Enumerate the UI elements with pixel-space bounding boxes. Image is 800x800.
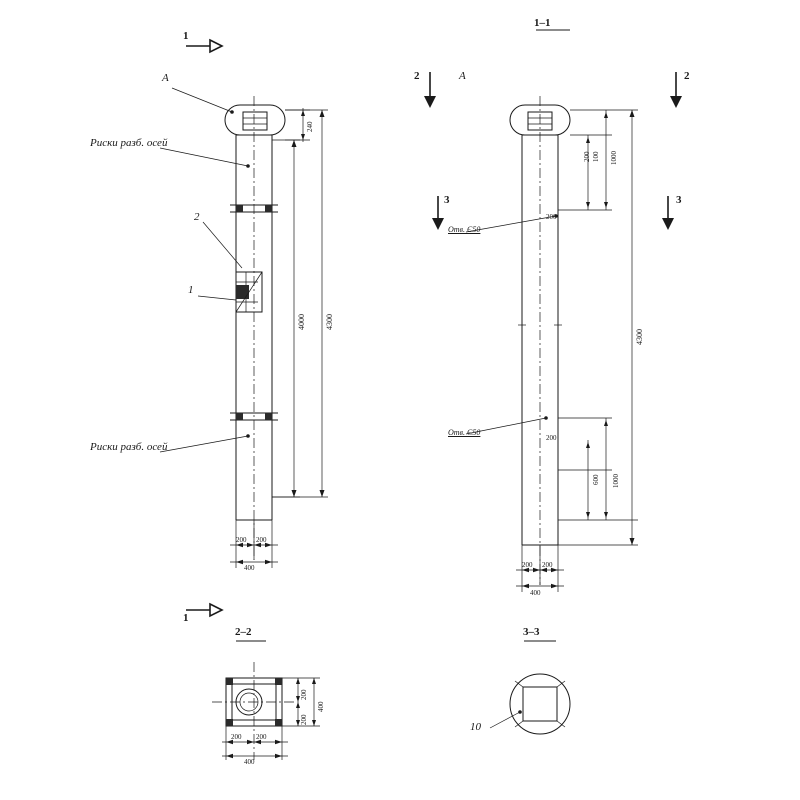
section-2-2-dim-total: 400 — [244, 758, 255, 766]
right-dim-1000-bottom-label: 1000 — [612, 474, 620, 488]
left-note-axes-top: Риски разб. осей — [90, 137, 168, 149]
view-1-1-title: 1–1 — [534, 17, 551, 29]
section-mark-1-top — [186, 40, 222, 52]
section-mark-1-bottom-label: 1 — [183, 612, 189, 624]
section-mark-3-right — [662, 196, 674, 230]
section-mark-3-right-label: 3 — [676, 194, 682, 206]
section-mark-1-bottom — [186, 604, 222, 616]
right-dim-base-left-label: 200 — [522, 561, 533, 569]
right-dim-200-top-label: 200 — [583, 151, 591, 162]
left-detail-embedded-plate — [236, 272, 262, 312]
section-mark-2-left-label: 2 — [414, 70, 420, 82]
right-dim-base-right-label: 200 — [542, 561, 553, 569]
left-dim-240-label: 240 — [306, 121, 314, 132]
section-2-2-dim-right: 200 — [256, 733, 267, 741]
section-3-3-figure — [490, 674, 570, 734]
left-dim-4000 — [272, 140, 300, 497]
right-dim-4300-label: 4300 — [635, 329, 644, 345]
left-dim-base-left-label: 200 — [236, 536, 247, 544]
left-callout-a: A — [162, 72, 169, 84]
right-dim-600-label: 600 — [592, 474, 600, 485]
section-mark-2-right-label: 2 — [684, 70, 690, 82]
section-2-2-dim-v-bottom: 200 — [300, 714, 308, 725]
right-callout-a: A — [459, 70, 466, 82]
right-dim-1000-top-label: 1000 — [610, 151, 618, 165]
right-dim-200-hole-bottom-label: 200 — [546, 434, 557, 442]
left-pile-head — [225, 105, 285, 135]
right-dim-200-hole-top-label: 200 — [546, 213, 557, 221]
section-mark-2-left — [424, 72, 436, 108]
left-dim-4300 — [272, 110, 328, 497]
left-dim-base-right-label: 200 — [256, 536, 267, 544]
right-hole-note-top: Отв. Є50 — [448, 225, 481, 234]
right-dim-base-total-label: 400 — [530, 589, 541, 597]
left-dim-base-total-label: 400 — [244, 564, 255, 572]
section-2-2-dim-left: 200 — [231, 733, 242, 741]
right-hole-note-bottom: Отв. Є50 — [448, 428, 481, 437]
section-3-3-callout-10: 10 — [470, 721, 481, 733]
section-mark-3-left-label: 3 — [444, 194, 450, 206]
section-2-2-dim-v-total: 400 — [317, 701, 325, 712]
left-callout-1: 1 — [188, 284, 194, 296]
right-holes — [466, 214, 558, 434]
right-dim-bottom-chain — [558, 418, 638, 520]
left-base-dims — [230, 520, 278, 568]
section-3-3-title: 3–3 — [523, 626, 540, 638]
section-mark-3-left — [432, 196, 444, 230]
section-mark-1-top-label: 1 — [183, 30, 189, 42]
left-note-axes-bottom: Риски разб. осей — [90, 441, 168, 453]
section-mark-2-right — [670, 72, 682, 108]
right-dim-100-label: 100 — [592, 151, 600, 162]
section-2-2-title: 2–2 — [235, 626, 252, 638]
left-dim-4000-label: 4000 — [297, 314, 306, 330]
section-2-2-dim-v-top: 200 — [300, 689, 308, 700]
left-dim-4300-label: 4300 — [325, 314, 334, 330]
left-callout-2: 2 — [194, 211, 200, 223]
section-2-2-figure — [212, 662, 296, 760]
